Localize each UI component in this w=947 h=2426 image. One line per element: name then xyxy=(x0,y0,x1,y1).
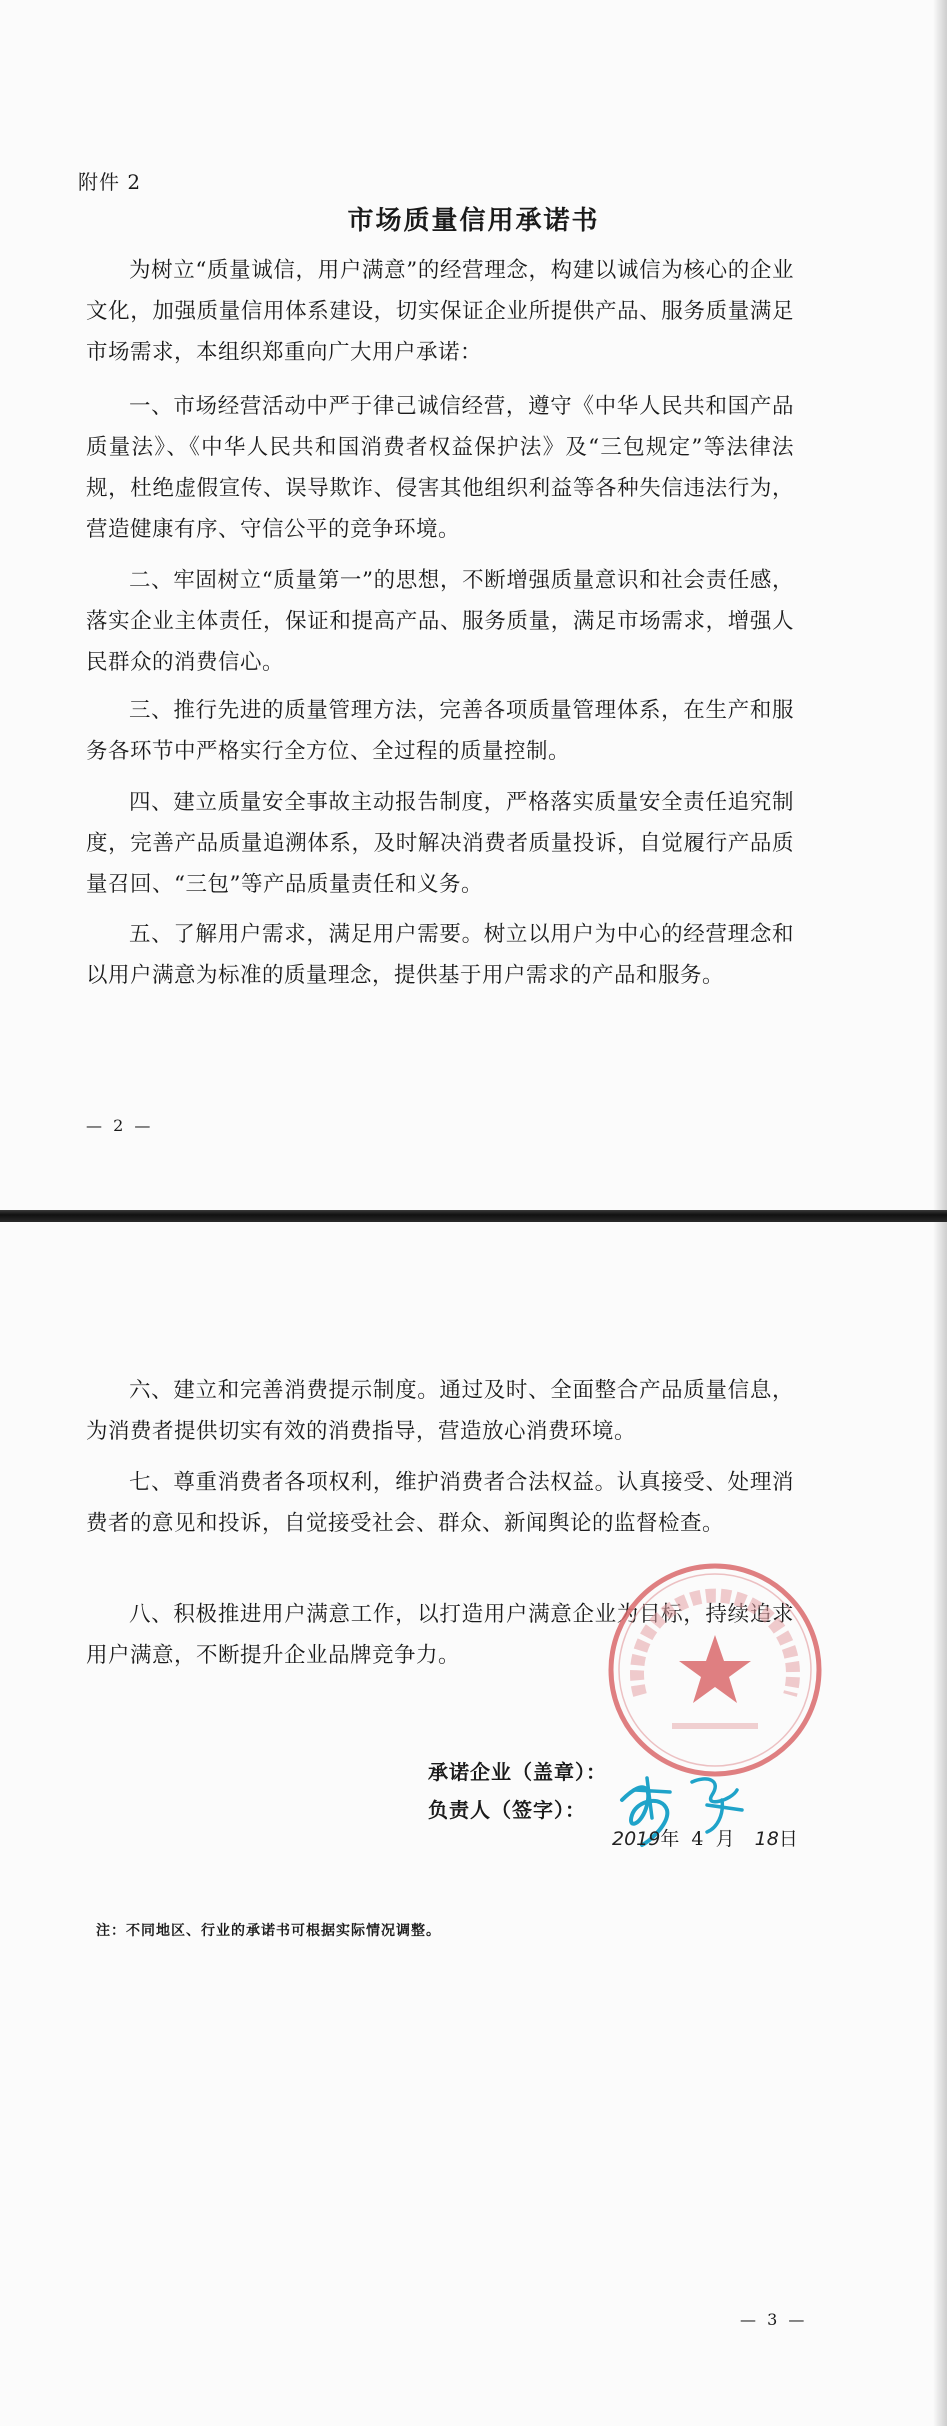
page-number: — 3 — xyxy=(740,2310,808,2329)
page-edge-shadow xyxy=(933,1222,947,2426)
attachment-label: 附件 2 xyxy=(78,170,142,194)
document-page-2 xyxy=(0,1222,947,2426)
date-day-suffix: 日 xyxy=(778,1828,798,1850)
commitment-paragraph-5: 五、了解用户需求，满足用户需要。树立以用户为中心的经营理念和以用户满意为标准的质量理念，提供基于用户需求的产品和服务。 xyxy=(86,922,794,988)
date-month-suffix: 月 xyxy=(715,1828,735,1850)
date-year: 2019 xyxy=(612,1828,661,1850)
commitment-paragraph-1: 一、市场经营活动中严于律己诚信经营，遵守《中华人民共和国产品质量法》、《中华人民共和国消费者权益保护法》及“三包规定”等法律法规，杜绝虚假宣传、误导欺诈、侵害其他组织利益等各种失信违法行为，营造健康有序、守信公平的竞争环境。 xyxy=(86,394,794,542)
intro-paragraph: 为树立“质量诚信，用户满意”的经营理念，构建以诚信为核心的企业文化，加强质量信用体系建设，切实保证企业所提供产品、服务质量满足市场需求，本组织郑重向广大用户承诺： xyxy=(86,258,794,365)
page-number: — 2 — xyxy=(86,1116,154,1135)
date-day: 18 xyxy=(754,1828,779,1850)
company-seal-label: 承诺企业（盖章）： xyxy=(428,1760,607,1784)
document-page-1 xyxy=(0,0,947,1210)
commitment-paragraph-6: 六、建立和完善消费提示制度。通过及时、全面整合产品质量信息，为消费者提供切实有效的消费指导，营造放心消费环境。 xyxy=(86,1378,794,1444)
responsible-person-label: 负责人（签字）： xyxy=(428,1798,586,1822)
company-seal-stamp xyxy=(600,1555,830,1785)
commitment-paragraph-3: 三、推行先进的质量管理方法，完善各项质量管理体系，在生产和服务各环节中严格实行全方位、全过程的质量控制。 xyxy=(86,698,794,764)
commitment-paragraph-8: 八、积极推进用户满意工作，以打造用户满意企业为目标，持续追求用户满意，不断提升企业品牌竞争力。 xyxy=(86,1602,794,1668)
scan-page-separator xyxy=(0,1210,947,1222)
document-title: 市场质量信用承诺书 xyxy=(347,206,600,236)
signing-date xyxy=(612,1824,798,1851)
date-month: 4 xyxy=(691,1828,704,1850)
commitment-paragraph-4: 四、建立质量安全事故主动报告制度，严格落实质量安全责任追究制度，完善产品质量追溯体系，及时解决消费者质量投诉，自觉履行产品质量召回、“三包”等产品质量责任和义务。 xyxy=(86,790,794,897)
page-edge-shadow xyxy=(933,0,947,1210)
commitment-paragraph-7: 七、尊重消费者各项权利，维护消费者合法权益。认真接受、处理消费者的意见和投诉，自觉接受社会、群众、新闻舆论的监督检查。 xyxy=(86,1470,794,1536)
adjustment-note: 注：不同地区、行业的承诺书可根据实际情况调整。 xyxy=(96,1923,441,1939)
date-year-suffix: 年 xyxy=(660,1828,680,1850)
commitment-paragraph-2: 二、牢固树立“质量第一”的思想，不断增强质量意识和社会责任感，落实企业主体责任，保证和提高产品、服务质量，满足市场需求，增强人民群众的消费信心。 xyxy=(86,568,794,675)
